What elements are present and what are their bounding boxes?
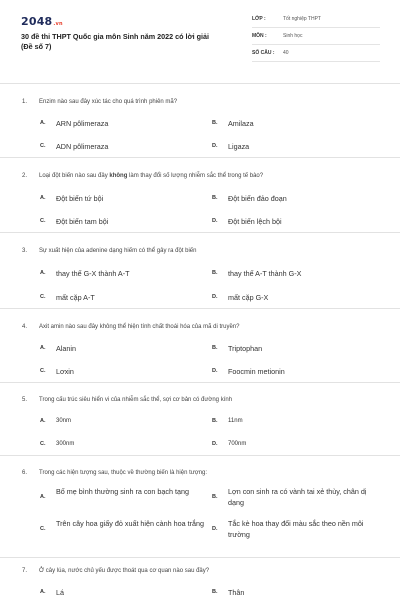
option-text: 300nm — [56, 441, 75, 447]
option-letter: A. — [40, 345, 46, 351]
option-text: Foocmin metionin — [228, 367, 285, 376]
option-text: Đột biến tam bội — [56, 217, 109, 226]
option-letter: C. — [40, 218, 46, 224]
option-text: Lá — [56, 588, 64, 597]
option-letter: B. — [212, 120, 218, 126]
question-number: 5. — [22, 397, 28, 403]
option-text: Bố mẹ bình thường sinh ra con bạch tạng — [56, 487, 189, 496]
exam-meta — [252, 14, 380, 65]
meta-row-class — [252, 14, 380, 28]
option-letter: B. — [212, 494, 218, 500]
exam-title: 30 đề thi THPT Quốc gia môn Sinh năm 2022 có lời giải (Đề số 7) — [21, 32, 210, 51]
meta-row-subject — [252, 31, 380, 45]
question-number: 1. — [22, 99, 28, 105]
option-text: 700nm — [228, 441, 247, 447]
option-letter: D. — [212, 143, 218, 149]
meta-value: Tốt nghiệp THPT — [283, 16, 321, 22]
option-text: ARN pôlimeraza — [56, 119, 109, 128]
question-number: 3. — [22, 248, 28, 254]
question-item — [0, 84, 400, 158]
option-text: Thân — [228, 588, 245, 597]
option-letter: A. — [40, 418, 46, 424]
question-text — [22, 247, 372, 256]
meta-key: SỐ CÂU : — [252, 50, 275, 56]
logo-number: 2048 — [21, 15, 53, 28]
question-item — [0, 383, 400, 456]
question-item — [0, 158, 400, 233]
option-letter: A. — [40, 589, 46, 595]
question-text — [22, 323, 372, 332]
option-letter: B. — [212, 270, 218, 276]
question-body-start: Loại đột biến nào sau đây — [39, 173, 110, 179]
meta-key: MÔN : — [252, 33, 267, 39]
question-number: 6. — [22, 470, 28, 476]
option-letter: C. — [40, 526, 46, 532]
meta-value: 40 — [283, 50, 289, 56]
option-text: thay thế G-X thành A-T — [56, 269, 130, 278]
question-text — [22, 469, 372, 478]
question-body: Ở cây lúa, nước chủ yếu được thoát qua cơ quan nào sau đây? — [39, 568, 210, 574]
question-body: Sự xuất hiện của adenine dạng hiếm có thể gây ra đột biến — [39, 248, 197, 254]
option-letter: C. — [40, 441, 46, 447]
question-item — [0, 233, 400, 309]
option-letter: A. — [40, 270, 46, 276]
option-letter: D. — [212, 441, 218, 447]
option-text: Lơxin — [56, 367, 74, 376]
site-logo[interactable] — [21, 15, 63, 28]
option-letter: A. — [40, 120, 46, 126]
question-number: 7. — [22, 568, 28, 574]
option-letter: A. — [40, 494, 46, 500]
question-body: Axit amin nào sau đây không thể hiện tính chất thoái hóa của mã di truyền? — [39, 324, 240, 330]
option-letter: B. — [212, 589, 218, 595]
meta-row-count — [252, 48, 380, 62]
page-header — [0, 0, 400, 84]
meta-key: LỚP : — [252, 16, 266, 22]
option-letter: C. — [40, 143, 46, 149]
question-body: Trong cấu trúc siêu hiển vi của nhiễm sắc thể, sợi cơ bản có đường kính — [39, 397, 233, 403]
option-letter: A. — [40, 195, 46, 201]
option-letter: D. — [212, 368, 218, 374]
question-body-end: làm thay đổi số lượng nhiễm sắc thể trong tế bào? — [127, 173, 264, 179]
question-text — [22, 172, 372, 181]
option-text: Đột biến lệch bội — [228, 217, 282, 226]
option-letter: B. — [212, 418, 218, 424]
option-text: 11nm — [228, 418, 243, 424]
meta-value: Sinh học — [283, 33, 303, 39]
question-body: Trong các hiện tượng sau, thuộc về thường biến là hiện tượng: — [39, 470, 208, 476]
option-letter: D. — [212, 526, 218, 532]
option-text: Tắc kè hoa thay đổi màu sắc theo nền môi trường — [228, 519, 364, 539]
question-text — [22, 98, 372, 107]
question-text — [22, 567, 372, 576]
question-text — [22, 396, 372, 405]
option-letter: C. — [40, 368, 46, 374]
question-body: Enzim nào sau đây xúc tác cho quá trình phiên mã? — [39, 99, 178, 105]
question-item — [0, 456, 400, 558]
option-text: Amilaza — [228, 119, 254, 128]
option-text: mất cặp G-X — [228, 293, 269, 302]
option-text: Đột biến tứ bội — [56, 194, 104, 203]
question-emphasis: không — [109, 173, 128, 179]
option-letter: D. — [212, 218, 218, 224]
question-item — [0, 558, 400, 600]
option-letter: B. — [212, 195, 218, 201]
option-text: Triptophan — [228, 344, 263, 353]
option-letter: D. — [212, 294, 218, 300]
option-text: Alanin — [56, 344, 76, 353]
question-number: 2. — [22, 173, 28, 179]
option-text: Đột biến đảo đoạn — [228, 194, 287, 203]
option-text: ADN pôlimeraza — [56, 142, 109, 151]
option-text: mất cặp A-T — [56, 293, 95, 302]
option-letter: B. — [212, 345, 218, 351]
option-text: 30nm — [56, 418, 72, 424]
question-number: 4. — [22, 324, 28, 330]
option-text: thay thế A-T thành G-X — [228, 269, 302, 278]
option-text: Lợn con sinh ra có vành tai xẻ thùy, chân dị dạng — [228, 487, 367, 507]
option-text: Trên cây hoa giấy đỏ xuất hiện cành hoa trắng — [56, 519, 204, 528]
question-list — [0, 84, 400, 600]
option-letter: C. — [40, 294, 46, 300]
option-text: Ligaza — [228, 142, 250, 151]
logo-suffix: .vn — [53, 21, 63, 27]
question-item — [0, 309, 400, 383]
